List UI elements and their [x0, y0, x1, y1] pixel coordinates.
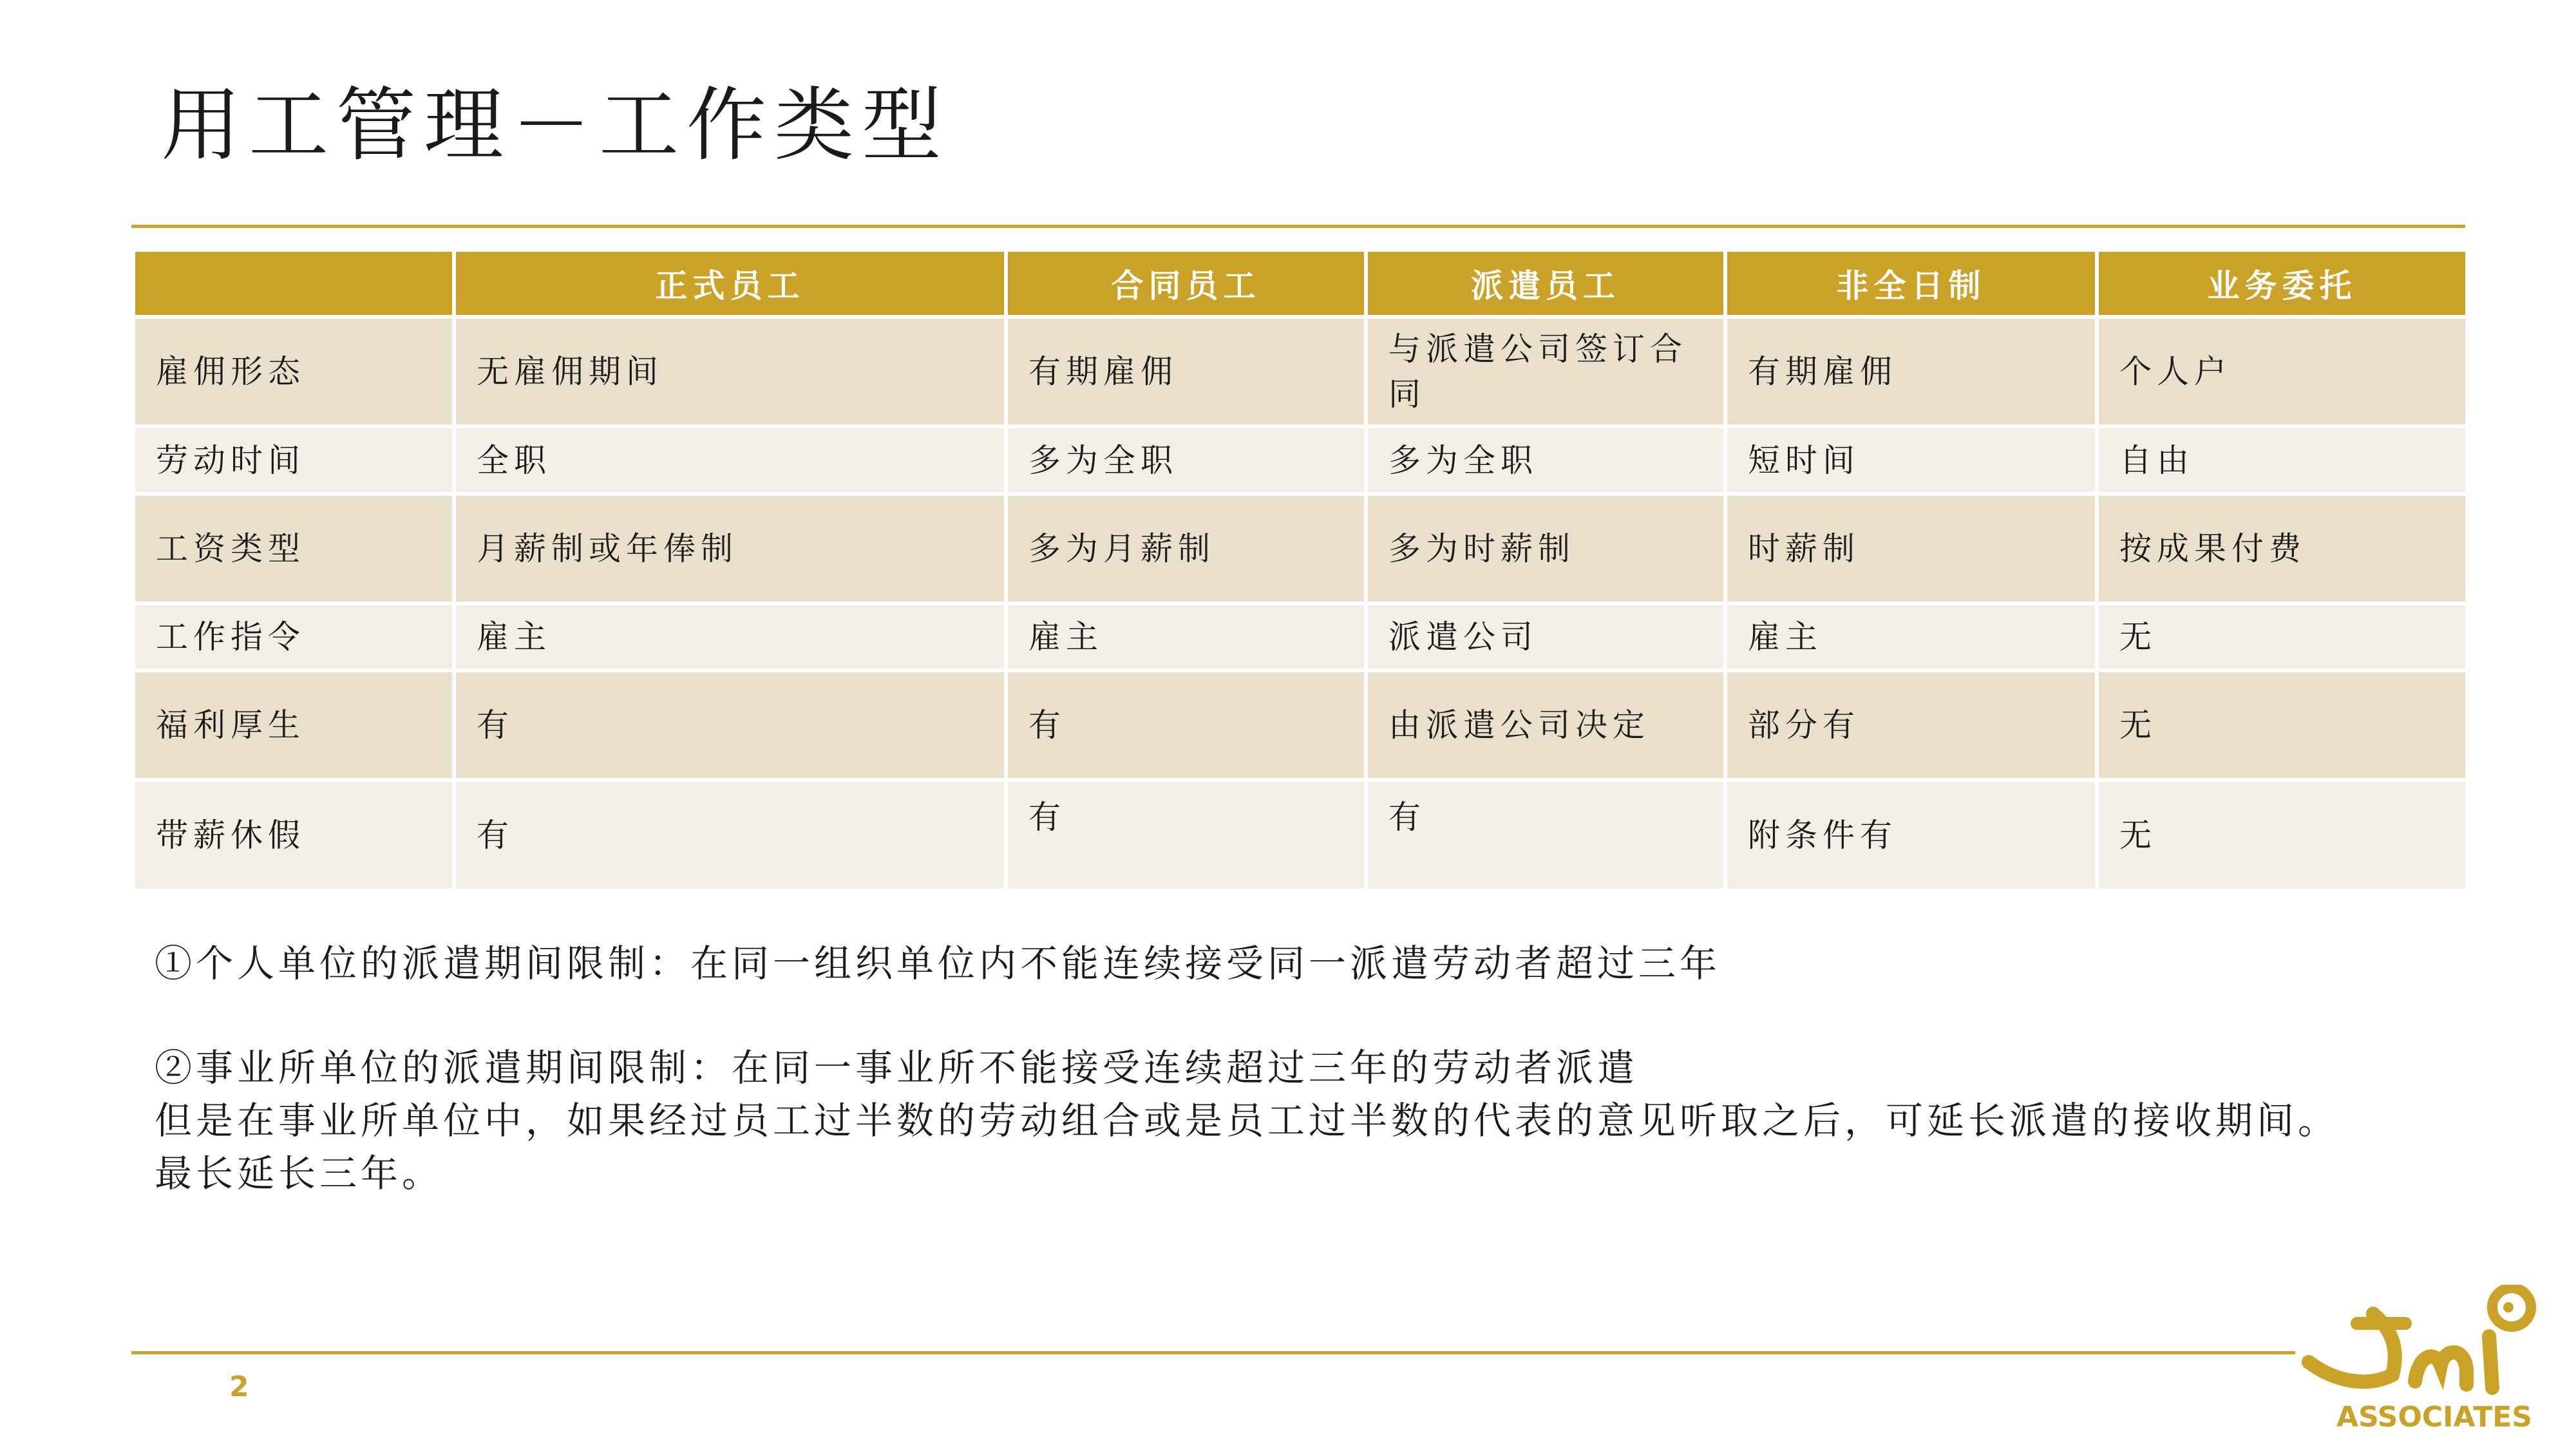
notes-section — [155, 937, 2473, 1200]
header-cell: 非全日制 — [1725, 250, 2097, 317]
row-label: 劳动时间 — [133, 426, 454, 494]
page-title: 用工管理－工作类型 — [161, 79, 950, 172]
page-number: 2 — [229, 1370, 249, 1403]
table-header-row — [133, 250, 2467, 317]
table-cell: 派遣公司 — [1366, 603, 1725, 670]
footer-divider — [131, 1351, 2295, 1354]
table-cell: 有 — [1366, 780, 1725, 891]
table-cell: 多为全职 — [1006, 426, 1366, 494]
row-label: 工资类型 — [133, 494, 454, 603]
table-cell: 有期雇佣 — [1725, 317, 2097, 426]
header-cell: 业务委托 — [2097, 250, 2467, 317]
table-row — [133, 317, 2467, 426]
table-cell: 雇主 — [1725, 603, 2097, 670]
table-cell: 由派遣公司决定 — [1366, 670, 1725, 780]
table-cell: 多为月薪制 — [1006, 494, 1366, 603]
header-cell: 正式员工 — [454, 250, 1006, 317]
table-cell: 部分有 — [1725, 670, 2097, 780]
table-cell: 个人户 — [2097, 317, 2467, 426]
table-row — [133, 670, 2467, 780]
note-extension-condition: 但是在事业所单位中，如果经过员工过半数的劳动组合或是员工过半数的代表的意见听取之后，可延长派遣的接收期间。 — [155, 1099, 2340, 1142]
table-cell: 无雇佣期间 — [454, 317, 1006, 426]
row-label: 工作指令 — [133, 603, 454, 670]
table-cell: 无 — [2097, 670, 2467, 780]
table-row — [133, 780, 2467, 891]
table-cell: 有期雇佣 — [1006, 317, 1366, 426]
header-cell: 合同员工 — [1006, 250, 1366, 317]
table-row — [133, 426, 2467, 494]
table-cell: 有 — [454, 780, 1006, 891]
table-cell: 按成果付费 — [2097, 494, 2467, 603]
table-cell: 附条件有 — [1725, 780, 2097, 891]
table-cell: 无 — [2097, 780, 2467, 891]
table-cell: 时薪制 — [1725, 494, 2097, 603]
note-individual-limit: ①个人单位的派遣期间限制：在同一组织单位内不能连续接受同一派遣劳动者超过三年 — [155, 942, 1721, 985]
note-establishment-limit: ②事业所单位的派遣期间限制：在同一事业所不能接受连续超过三年的劳动者派遣 — [155, 1046, 1639, 1090]
table-cell: 与派遣公司签订合同 — [1366, 317, 1725, 426]
table-cell: 有 — [454, 670, 1006, 780]
row-label: 雇佣形态 — [133, 317, 454, 426]
table-cell: 多为时薪制 — [1366, 494, 1725, 603]
table-cell: 有 — [1006, 780, 1366, 891]
row-label: 带薪休假 — [133, 780, 454, 891]
header-cell — [133, 250, 454, 317]
table-cell: 自由 — [2097, 426, 2467, 494]
employment-type-table — [131, 248, 2469, 893]
table-row — [133, 603, 2467, 670]
notes-spacer — [155, 990, 2473, 1041]
table-cell: 全职 — [454, 426, 1006, 494]
table-row — [133, 494, 2467, 603]
title-divider — [131, 225, 2465, 228]
table-cell: 多为全职 — [1366, 426, 1725, 494]
logo-text: ASSOCIATES — [2336, 1401, 2532, 1434]
note-max-extension: 最长延长三年。 — [155, 1151, 444, 1195]
table-cell: 雇主 — [1006, 603, 1366, 670]
table-cell: 有 — [1006, 670, 1366, 780]
table-cell: 短时间 — [1725, 426, 2097, 494]
header-cell: 派遣员工 — [1366, 250, 1725, 317]
table-cell: 雇主 — [454, 603, 1006, 670]
table-cell: 月薪制或年俸制 — [454, 494, 1006, 603]
row-label: 福利厚生 — [133, 670, 454, 780]
table-cell: 无 — [2097, 603, 2467, 670]
